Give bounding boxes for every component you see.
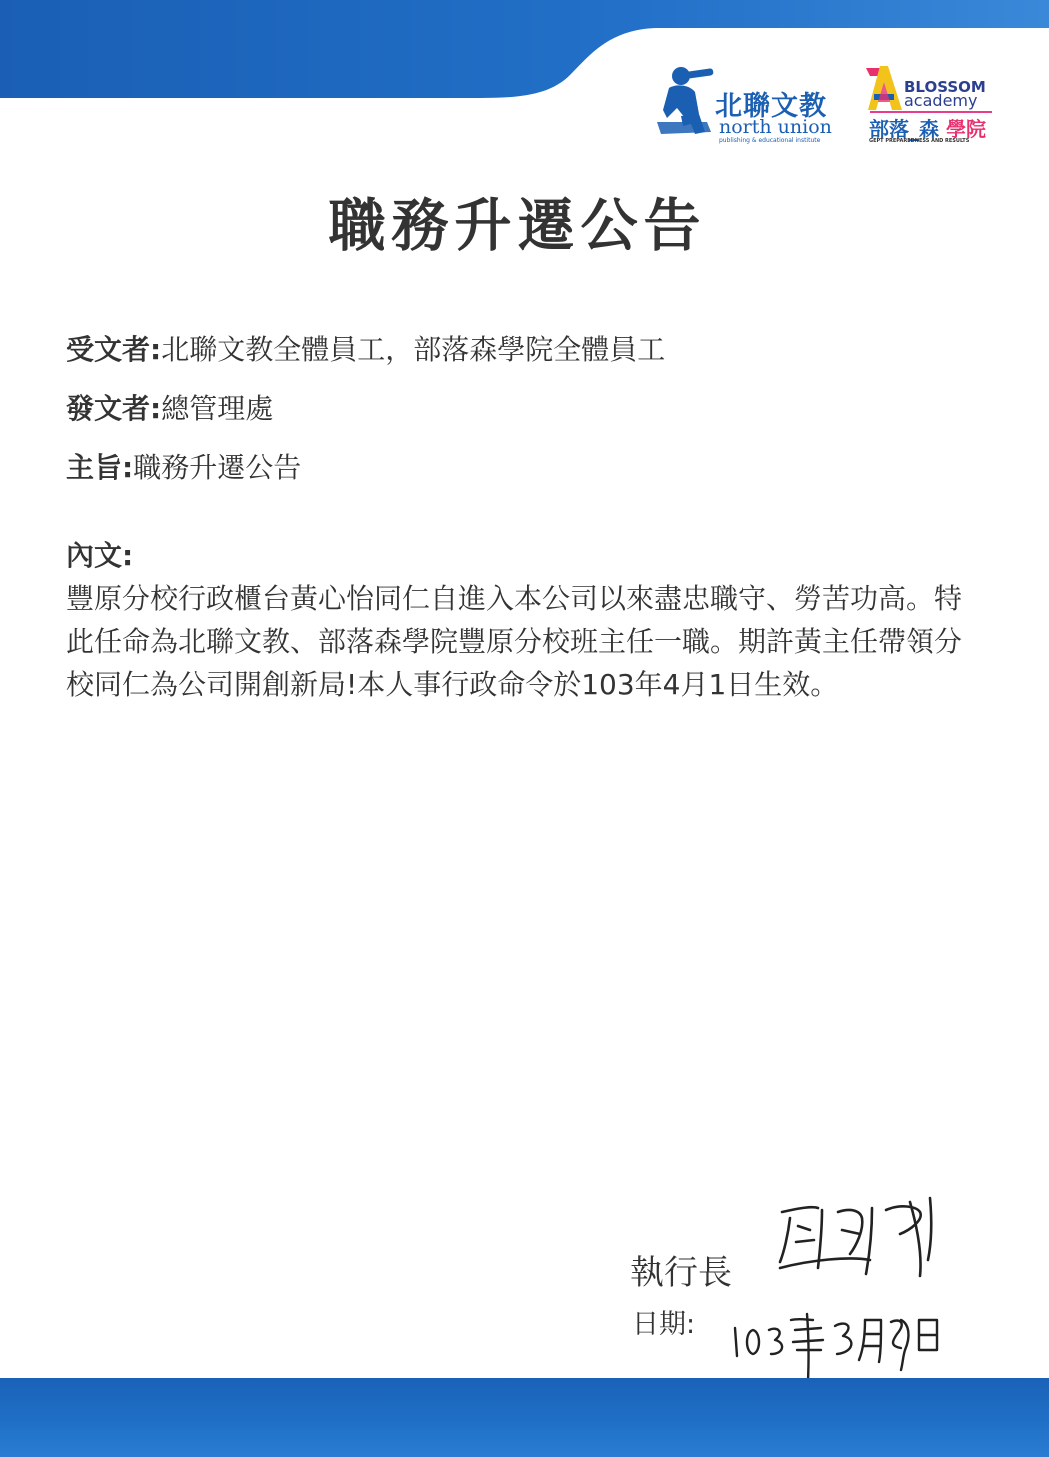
north-union-english-name: north union — [719, 116, 832, 138]
north-union-chinese-name: 北聯文教 — [715, 91, 827, 122]
body-label: 內文: — [66, 539, 134, 572]
academy-wordmark: academy — [904, 91, 978, 110]
ceo-label: 執行長 — [630, 1253, 732, 1293]
blossom-letter-mark-icon — [864, 64, 904, 112]
sender-value: 總管理處 — [161, 392, 274, 425]
blossom-academy-logo — [864, 62, 1004, 147]
subject-field — [66, 446, 301, 486]
sender-field — [66, 387, 273, 427]
sender-label: 發文者: — [66, 392, 162, 425]
blossom-chinese-name: 部落_森 學院 — [869, 117, 986, 141]
date-label: 日期: — [632, 1309, 696, 1340]
blossom-wordmark: BLOSSOM — [904, 78, 986, 96]
recipient-value: 北聯文教全體員工，部落森學院全體員工 — [161, 333, 666, 366]
subject-label: 主旨: — [66, 451, 134, 484]
footer-band — [0, 1378, 1049, 1457]
blossom-tagline: GEPT PREPAREDNESS AND RESULTS — [869, 138, 970, 144]
body-text: 豐原分校行政櫃台黃心怡同仁自進入本公司以來盡忠職守、勞苦功高。特此任命為北聯文教、部落森學院豐原分校班主任一職。期許黃主任帶領分校同仁為公司開創新局!本人事行政命令於103年4月1日生效。 — [66, 582, 963, 701]
document-title: 職務升遷公告 — [328, 193, 707, 259]
north-union-tagline: publishing & educational institute — [719, 137, 821, 144]
recipient-label: 受文者: — [66, 333, 162, 366]
north-union-logo — [655, 62, 845, 152]
ceo-signature — [760, 1190, 950, 1280]
telescope-figure-icon — [655, 62, 717, 150]
subject-value: 職務升遷公告 — [133, 451, 302, 484]
recipient-field — [66, 328, 665, 368]
